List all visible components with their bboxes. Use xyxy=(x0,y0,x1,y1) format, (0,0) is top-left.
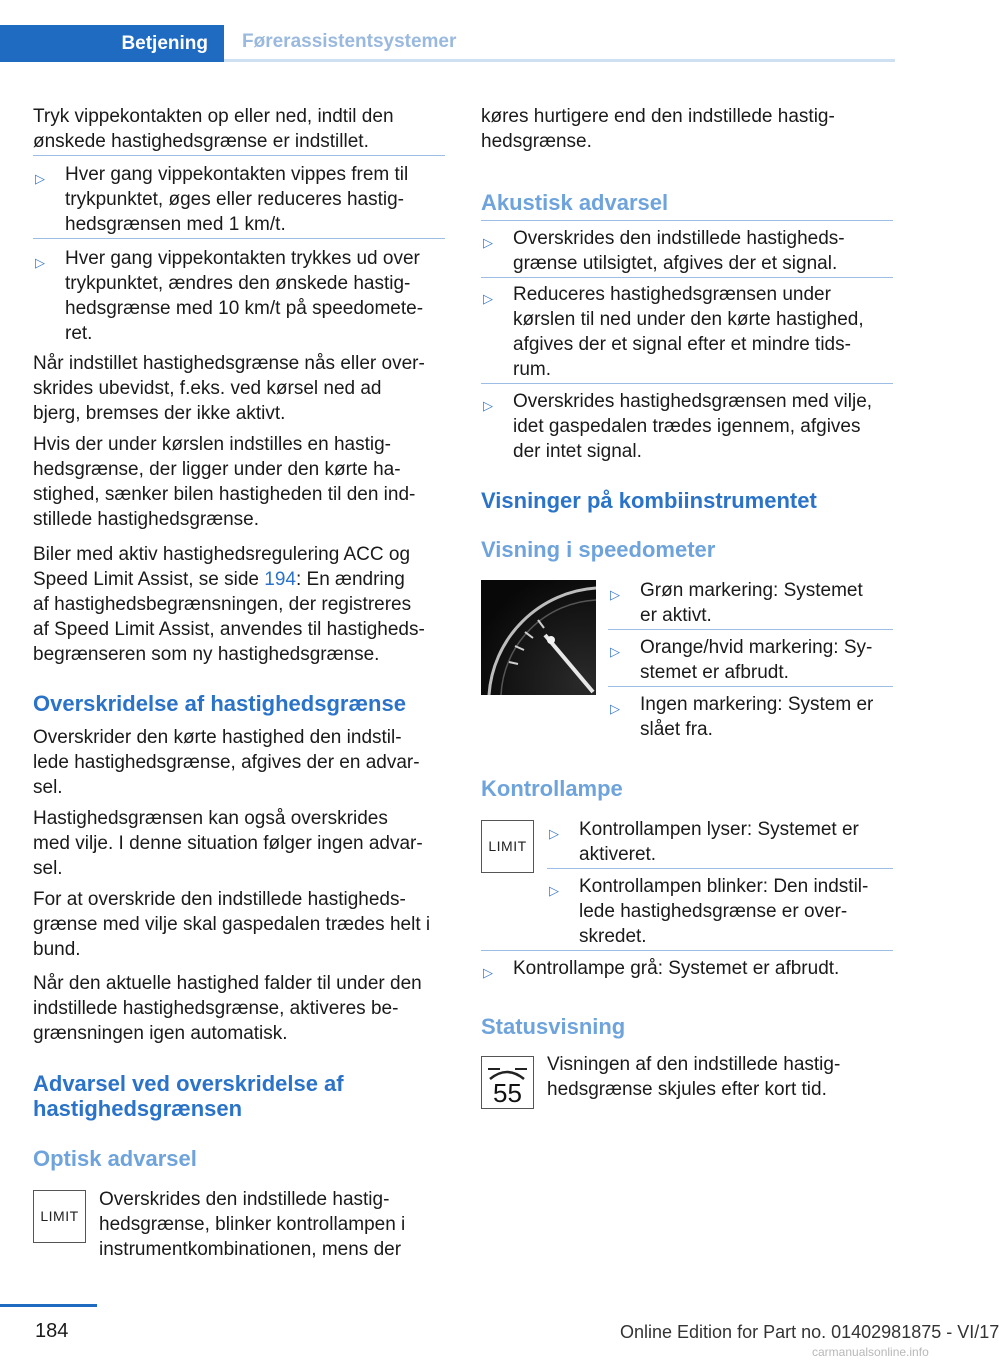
edition-note: Online Edition for Part no. 01402981875 - VI/17 xyxy=(620,1322,999,1342)
heading-advarsel: Advarsel ved overskridelse af xyxy=(33,1071,344,1096)
triangle-bullet-icon: ▷ xyxy=(610,644,620,659)
text-line: køres hurtigere end den indstillede hastig- xyxy=(481,106,835,127)
text-line: aktiveret. xyxy=(579,844,657,865)
text-line: grænse utilsigtet, afgives der et signal. xyxy=(513,253,838,274)
triangle-bullet-icon: ▷ xyxy=(549,883,559,898)
divider xyxy=(608,629,893,630)
triangle-bullet-icon: ▷ xyxy=(610,701,620,716)
text-line: er aktivt. xyxy=(640,605,712,626)
triangle-bullet-icon: ▷ xyxy=(483,965,493,980)
text-line: ønskede hastighedsgrænse er indstillet. xyxy=(33,131,369,152)
triangle-bullet-icon: ▷ xyxy=(549,826,559,841)
text-line: stillede hastighedsgrænse. xyxy=(33,509,260,530)
text-line: Biler med aktiv hastighedsregulering ACC og xyxy=(33,544,411,565)
text-line: sel. xyxy=(33,858,63,879)
text-line: skrides ubevidst, f.eks. ved kørsel ned ad xyxy=(33,378,382,399)
text-line: instrumentkombinationen, mens der xyxy=(99,1239,402,1260)
text-line: Hver gang vippekontakten trykkes ud over xyxy=(65,248,420,269)
text-line: trykpunktet, ændres den ønskede hastig- xyxy=(65,273,411,294)
text-line: Ingen markering: System er xyxy=(640,694,874,715)
heading-akustisk-advarsel: Akustisk advarsel xyxy=(481,190,669,215)
text-line: Visningen af den indstillede hastig- xyxy=(547,1054,841,1075)
divider xyxy=(481,277,893,278)
heading-kontrollampe: Kontrollampe xyxy=(481,776,623,801)
text-line: trykpunktet, øges eller reduceres hastig- xyxy=(65,189,404,210)
text-line: hedsgrænsen med 1 km/t. xyxy=(65,214,286,235)
text-fragment: : En ændring xyxy=(295,569,405,590)
text-line: afgives der et signal efter et mindre tids- xyxy=(513,334,851,355)
divider xyxy=(481,220,893,221)
text-line: Overskrides den indstillede hastig- xyxy=(99,1189,390,1210)
text-line: bjerg, bremses der ikke aktivt. xyxy=(33,403,286,424)
text-line: hedsgrænse. xyxy=(481,131,592,152)
divider xyxy=(481,383,893,384)
text-line: hedsgrænse skjules efter kort tid. xyxy=(547,1079,827,1100)
text-line: Kontrollampe grå: Systemet er afbrudt. xyxy=(513,958,840,979)
text-line: Reduceres hastighedsgrænsen under xyxy=(513,284,831,305)
text-line: grænse med vilje skal gaspedalen trædes helt i xyxy=(33,914,431,935)
text-line: slået fra. xyxy=(640,719,713,740)
text-line xyxy=(33,567,405,592)
speed-limit-status-icon xyxy=(481,1056,534,1109)
text-line: Grøn markering: Systemet xyxy=(640,580,863,601)
text-line: der intet signal. xyxy=(513,441,642,462)
watermark: carmanualsonline.info xyxy=(812,1345,929,1359)
divider xyxy=(481,950,893,951)
text-fragment: Speed Limit Assist, se side xyxy=(33,569,265,590)
status-speed-value: 55 xyxy=(493,1078,522,1108)
heading-advarsel-line2: hastighedsgrænsen xyxy=(33,1096,243,1121)
triangle-bullet-icon: ▷ xyxy=(610,587,620,602)
triangle-bullet-icon: ▷ xyxy=(483,291,493,306)
text-line: sel. xyxy=(33,777,63,798)
tab-forerassistentsystemer[interactable]: Førerassistentsystemer xyxy=(224,25,895,62)
text-line: kørslen til ned under den kørte hastighed, xyxy=(513,309,864,330)
text-line: lede hastighedsgrænse er over- xyxy=(579,901,848,922)
text-line: Overskrider den kørte hastighed den indstil- xyxy=(33,727,402,748)
divider xyxy=(33,238,445,239)
text-line: Hver gang vippekontakten vippes frem til xyxy=(65,164,409,185)
limit-lamp-icon: LIMIT xyxy=(481,820,534,873)
text-line: Tryk vippekontakten op eller ned, indtil den xyxy=(33,106,394,127)
text-line: Hastighedsgrænsen kan også overskrides xyxy=(33,808,388,829)
text-line: Kontrollampen blinker: Den indstil- xyxy=(579,876,869,897)
page-number: 184 xyxy=(35,1320,69,1342)
heading-optisk-advarsel: Optisk advarsel xyxy=(33,1146,197,1171)
text-line: bund. xyxy=(33,939,81,960)
text-line: hedsgrænse, der ligger under den kørte ha- xyxy=(33,459,401,480)
limit-lamp-icon: LIMIT xyxy=(33,1190,86,1243)
header-tabbar xyxy=(0,25,895,62)
text-line: Orange/hvid markering: Sy- xyxy=(640,637,873,658)
speedometer-dial-icon xyxy=(481,580,596,695)
heading-visninger: Visninger på kombiinstrumentet xyxy=(481,488,817,513)
text-line: skredet. xyxy=(579,926,647,947)
text-line: hedsgrænse, blinker kontrollampen i xyxy=(99,1214,406,1235)
divider xyxy=(33,155,445,156)
text-line: Når indstillet hastighedsgrænse nås eller over- xyxy=(33,353,425,374)
text-line: indstillede hastighedsgrænse, aktiveres be- xyxy=(33,998,399,1019)
text-line: Overskrides den indstillede hastigheds- xyxy=(513,228,845,249)
triangle-bullet-icon: ▷ xyxy=(483,235,493,250)
triangle-bullet-icon: ▷ xyxy=(35,255,45,270)
text-line: rum. xyxy=(513,359,551,380)
speedometer-image xyxy=(481,580,596,695)
text-line: Hvis der under kørslen indstilles en hastig- xyxy=(33,434,391,455)
tab-betjening[interactable]: Betjening xyxy=(0,25,224,62)
divider xyxy=(547,868,893,869)
text-line: ret. xyxy=(65,323,93,344)
divider xyxy=(608,686,893,687)
heading-overskridelse: Overskridelse af hastighedsgrænse xyxy=(33,691,406,716)
text-line: idet gaspedalen trædes igennem, afgives xyxy=(513,416,861,437)
text-line: For at overskride den indstillede hastigheds- xyxy=(33,889,406,910)
page-link-194[interactable]: 194 xyxy=(264,569,296,590)
heading-statusvisning: Statusvisning xyxy=(481,1014,626,1039)
text-line: lede hastighedsgrænse, afgives der en advar- xyxy=(33,752,420,773)
heading-visning-speedometer: Visning i speedometer xyxy=(481,537,716,562)
text-line: grænsningen igen automatisk. xyxy=(33,1023,288,1044)
triangle-bullet-icon: ▷ xyxy=(483,398,493,413)
text-line: af hastighedsbegrænsningen, der registreres xyxy=(33,594,412,615)
text-line: med vilje. I denne situation følger ingen advar- xyxy=(33,833,423,854)
text-line: Kontrollampen lyser: Systemet er xyxy=(579,819,859,840)
text-line: Når den aktuelle hastighed falder til under den xyxy=(33,973,422,994)
text-line: stighed, sænker bilen hastigheden til den ind- xyxy=(33,484,416,505)
text-line: Overskrides hastighedsgrænsen med vilje, xyxy=(513,391,873,412)
triangle-bullet-icon: ▷ xyxy=(35,171,45,186)
text-line: begrænseren som ny hastighedsgrænse. xyxy=(33,644,380,665)
text-line: stemet er afbrudt. xyxy=(640,662,789,683)
footer-accent-line xyxy=(0,1304,97,1307)
text-line: hedsgrænse med 10 km/t på speedomete- xyxy=(65,298,424,319)
text-line: af Speed Limit Assist, anvendes til hastigheds- xyxy=(33,619,425,640)
